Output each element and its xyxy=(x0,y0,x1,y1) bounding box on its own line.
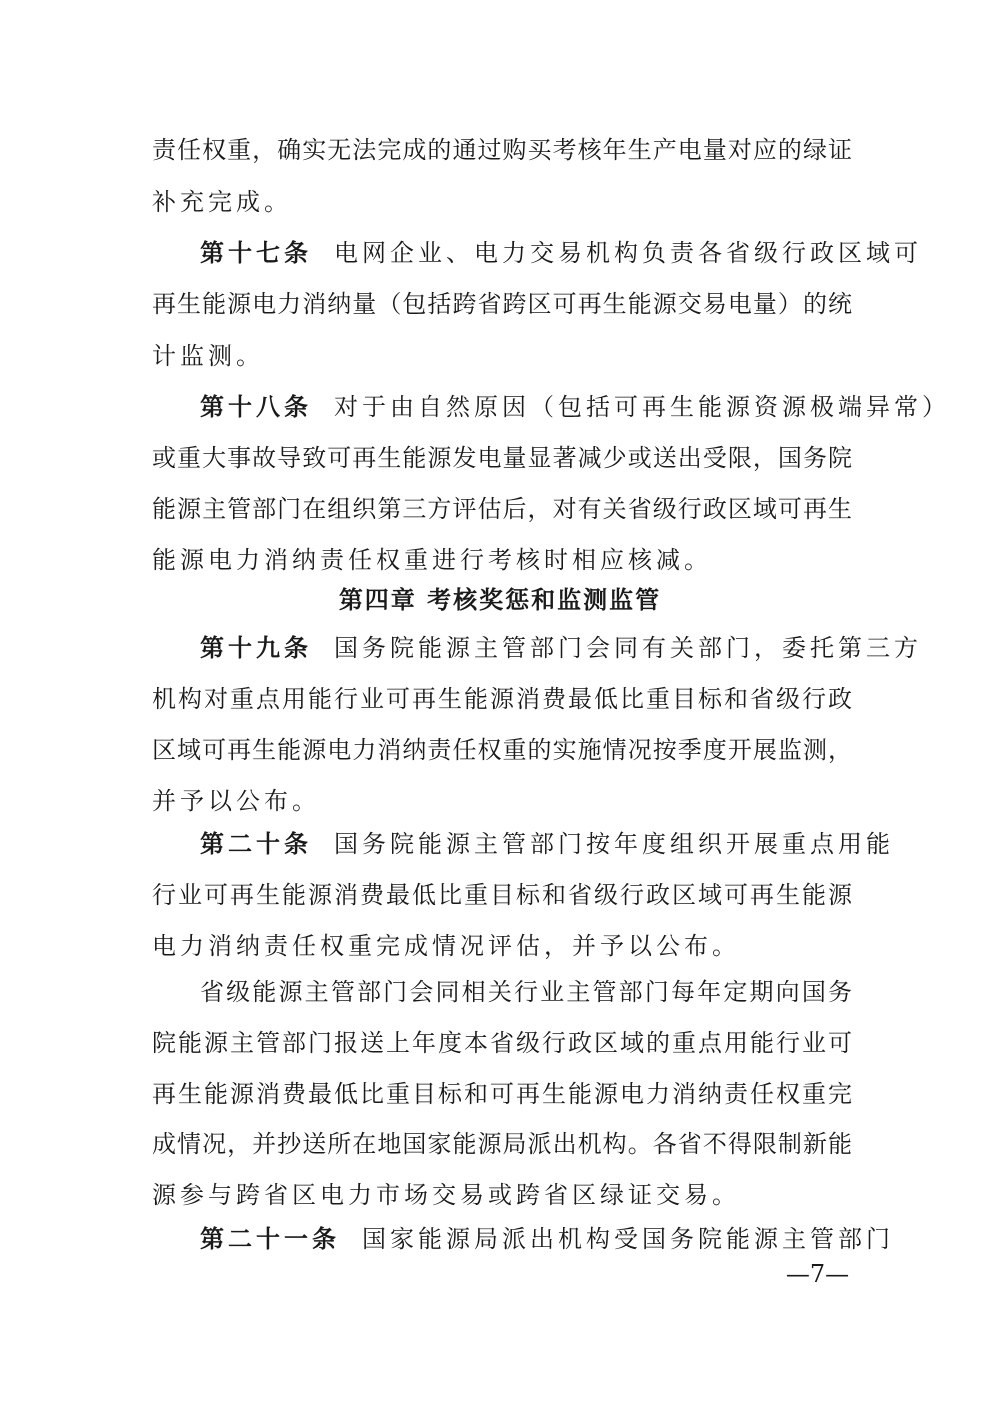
article-20-line xyxy=(200,828,894,860)
article-17-label: 第十七条 xyxy=(200,238,312,267)
text-line: 行业可再生能源消费最低比重目标和省级行政区域可再生能源 xyxy=(152,881,852,909)
article-20-label: 第二十条 xyxy=(200,829,312,858)
article-18-text: 对于由自然原因（包括可再生能源资源极端异常） xyxy=(334,393,950,421)
text-line: 再生能源消费最低比重目标和可再生能源电力消纳责任权重完 xyxy=(152,1080,852,1108)
text-line: 责任权重，确实无法完成的通过购买考核年生产电量对应的绿证 xyxy=(152,136,852,164)
text-line: 能源电力消纳责任权重进行考核时相应核减。 xyxy=(152,546,712,574)
article-19-label: 第十九条 xyxy=(200,633,312,662)
text-line: 并予以公布。 xyxy=(152,787,320,815)
text-line: 源参与跨省区电力市场交易或跨省区绿证交易。 xyxy=(152,1181,740,1209)
text-line: 机构对重点用能行业可再生能源消费最低比重目标和省级行政 xyxy=(152,685,852,713)
chapter-heading: 第四章 考核奖惩和监测监管 xyxy=(338,585,662,614)
article-18-label: 第十八条 xyxy=(200,392,312,421)
article-20-text: 国务院能源主管部门按年度组织开展重点用能 xyxy=(334,830,894,858)
text-line: 院能源主管部门报送上年度本省级行政区域的重点用能行业可 xyxy=(152,1029,852,1057)
article-21-text: 国家能源局派出机构受国务院能源主管部门 xyxy=(362,1225,894,1253)
text-line: 能源主管部门在组织第三方评估后，对有关省级行政区域可再生 xyxy=(152,495,852,523)
article-19-line xyxy=(200,632,922,664)
article-21-line xyxy=(200,1223,894,1255)
article-18-line xyxy=(200,391,950,423)
article-21-label: 第二十一条 xyxy=(200,1224,340,1253)
text-line: 区域可再生能源电力消纳责任权重的实施情况按季度开展监测， xyxy=(152,736,852,764)
text-line: 再生能源电力消纳量（包括跨省跨区可再生能源交易电量）的统 xyxy=(152,290,852,318)
text-line: 或重大事故导致可再生能源发电量显著减少或送出受限，国务院 xyxy=(152,444,852,472)
text-line: 补充完成。 xyxy=(152,188,292,216)
text-line: 电力消纳责任权重完成情况评估，并予以公布。 xyxy=(152,932,740,960)
page-number: —7— xyxy=(785,1260,850,1288)
text-line: 成情况，并抄送所在地国家能源局派出机构。各省不得限制新能 xyxy=(152,1130,852,1158)
article-17-line xyxy=(200,237,922,269)
article-19-text: 国务院能源主管部门会同有关部门，委托第三方 xyxy=(334,634,922,662)
article-17-text: 电网企业、电力交易机构负责各省级行政区域可 xyxy=(334,239,922,267)
text-line: 计监测。 xyxy=(152,342,264,370)
text-line: 省级能源主管部门会同相关行业主管部门每年定期向国务 xyxy=(200,978,852,1006)
